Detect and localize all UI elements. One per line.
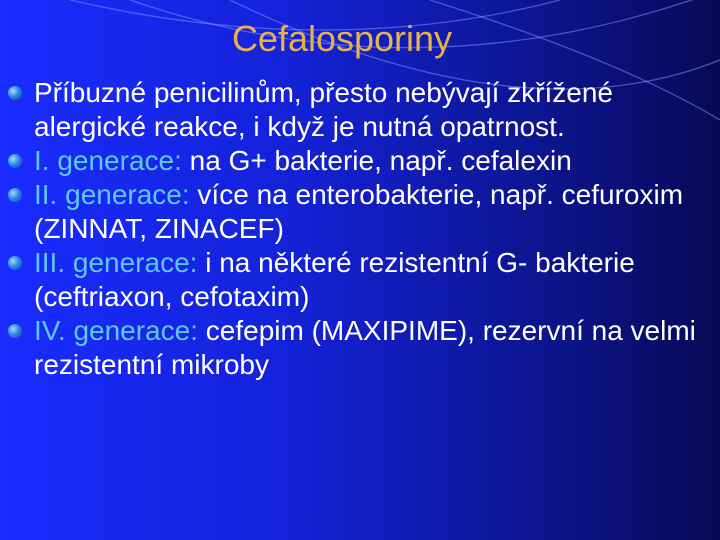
bullet-dot-icon	[8, 154, 22, 168]
bullet-lead: III. generace:	[34, 247, 198, 278]
bullet-item	[8, 76, 708, 144]
bullet-item	[8, 314, 708, 382]
bullet-text: více na enterobakterie, např. cefuroxim (ZINNAT, ZINACEF)	[34, 179, 684, 244]
bullet-item	[8, 178, 708, 246]
slide-title: Cefalosporiny	[231, 18, 453, 59]
bullet-text: Příbuzné penicilinům, přesto nebývají zkřížené alergické reakce, i když je nutná opatrnost.	[34, 77, 613, 142]
bullet-lead: I. generace:	[34, 145, 182, 176]
bullet-dot-icon	[8, 188, 22, 202]
bullet-dot-icon	[8, 86, 22, 100]
bullet-item	[8, 144, 708, 178]
bullet-dot-icon	[8, 324, 22, 338]
bullet-dot-icon	[8, 256, 22, 270]
bullet-lead: II. generace:	[34, 179, 190, 210]
bullet-text: cefepim (MAXIPIME), rezervní na velmi rezistentní mikroby	[34, 315, 696, 380]
bullet-text: i na některé rezistentní G- bakterie (ceftriaxon, cefotaxim)	[34, 247, 635, 312]
bullet-item	[8, 246, 708, 314]
bullet-lead: IV. generace:	[34, 315, 198, 346]
bullet-text: na G+ bakterie, např. cefalexin	[181, 145, 572, 176]
bullet-list	[8, 76, 708, 382]
